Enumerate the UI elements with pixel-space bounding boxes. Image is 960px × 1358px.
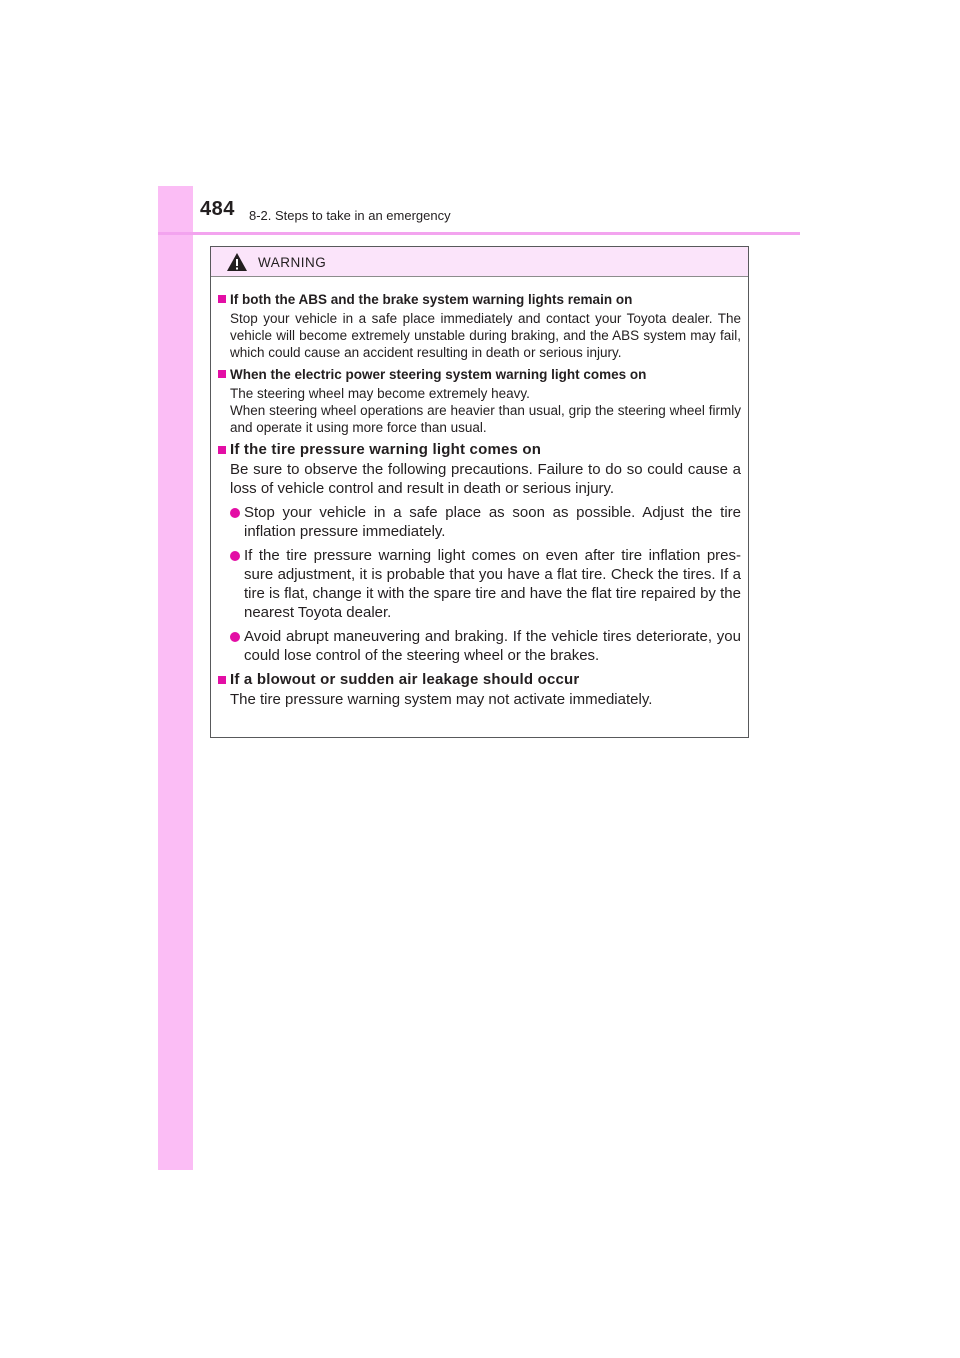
round-bullet-icon: [230, 551, 240, 561]
warning-item-blowout: [218, 670, 741, 709]
warning-item-abs-brake: [218, 290, 741, 361]
item-paragraph: The steering wheel may become extremely heavy.: [230, 386, 530, 401]
warning-title: WARNING: [258, 254, 327, 270]
warning-triangle-icon: [226, 252, 248, 272]
list-item-text: Avoid abrupt maneuvering and braking. If the vehicle tires deteriorate, you could lose control of the steering wheel or the brakes.: [244, 628, 741, 664]
header-rule: [158, 232, 800, 235]
item-heading: [218, 365, 741, 384]
square-bullet-icon: [218, 676, 226, 684]
warning-header: [211, 247, 748, 277]
round-bullet-icon: [230, 508, 240, 518]
list-item: [230, 546, 741, 622]
square-bullet-icon: [218, 295, 226, 303]
warning-item-power-steering: [218, 365, 741, 436]
square-bullet-icon: [218, 370, 226, 378]
list-item-text: Stop your vehicle in a safe place as soon as possible. Adjust the tire inflation pressure immediately.: [244, 504, 741, 540]
list-item: [230, 503, 741, 541]
list-item: [230, 627, 741, 665]
item-paragraph: When steering wheel operations are heavier than usual, grip the steering wheel firmly and operate it using more force than usual.: [230, 403, 741, 435]
item-heading: [218, 670, 741, 689]
item-heading: [218, 440, 741, 459]
round-bullet-icon: [230, 632, 240, 642]
item-paragraph: Be sure to observe the following precautions. Failure to do so could cause a loss of vehicle control and result in death or serious injury.: [230, 461, 741, 497]
page-number: 484: [200, 198, 235, 220]
bullet-list: [230, 503, 741, 665]
item-paragraph: The tire pressure warning system may not activate immediately.: [230, 691, 653, 708]
item-heading-text: If both the ABS and the brake system warning lights remain on: [230, 292, 633, 307]
item-heading-text: If the tire pressure warning light comes on: [230, 441, 542, 458]
list-item-text: If the tire pressure warning light comes on even after tire inflation pres-sure adjustment, it is probable that you have a flat tire. Check the tires. If a tire is flat, change it with the spare tire and have the flat tire repaired by the nearest Toyota dealer.: [244, 547, 741, 621]
item-heading-text: If a blowout or sudden air leakage should occur: [230, 671, 580, 688]
warning-item-tire-pressure: [218, 440, 741, 665]
section-title: 8-2. Steps to take in an emergency: [249, 208, 451, 223]
warning-box: [210, 246, 749, 738]
side-color-band: [158, 186, 193, 1170]
item-heading: [218, 290, 741, 309]
warning-body: [211, 277, 748, 709]
item-paragraph: Stop your vehicle in a safe place immediately and contact your Toyota dealer. The vehicle will become extremely unstable during braking, and the ABS system may fail, which could cause an accident resulting in death or serious injury.: [230, 311, 741, 360]
square-bullet-icon: [218, 446, 226, 454]
item-heading-text: When the electric power steering system warning light comes on: [230, 367, 647, 382]
